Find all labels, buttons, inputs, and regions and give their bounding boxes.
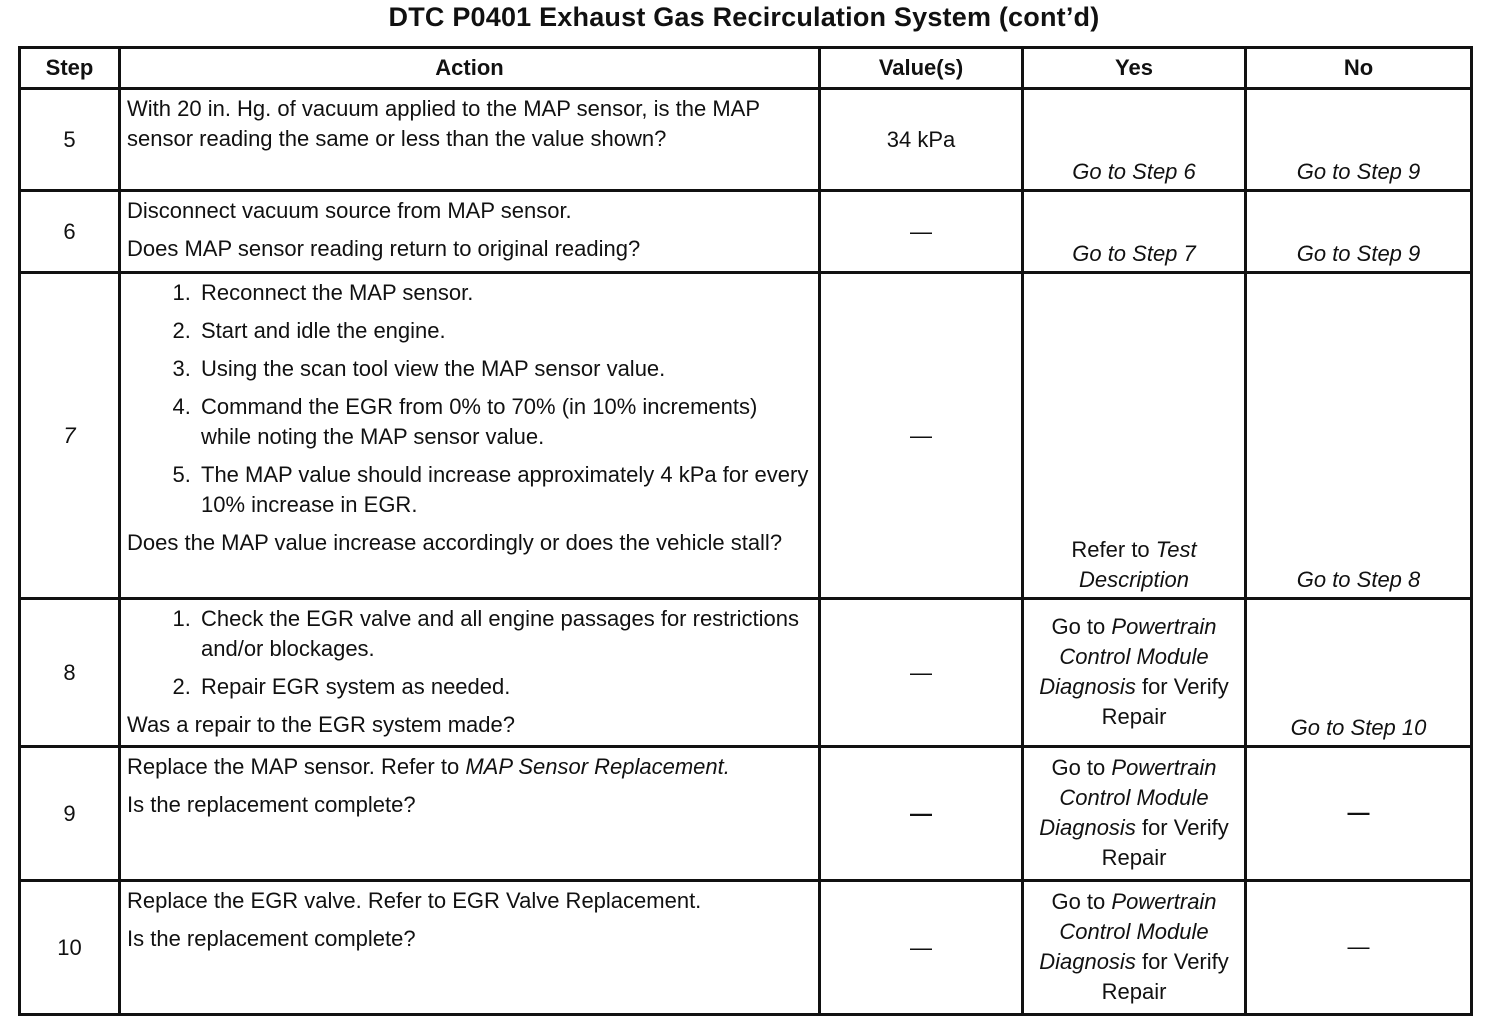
list-item: 1. Reconnect the MAP sensor.: [197, 278, 812, 308]
yes-prefix: Refer to: [1071, 537, 1150, 562]
action-cell: [120, 747, 820, 881]
step-number: 9: [20, 747, 120, 881]
yes-cell: Go to Step 6: [1023, 89, 1246, 191]
list-item: 1. Check the EGR valve and all engine passages for restrictions and/or blockages.: [197, 604, 812, 664]
pcm-diagnosis-link[interactable]: Powertrain Control Module Diagnosis: [1039, 754, 1217, 840]
value-cell: —: [820, 273, 1023, 599]
step-number: 10: [20, 881, 120, 1015]
action-question: Was a repair to the EGR system made?: [127, 712, 515, 737]
action-line: Replace the EGR valve. Refer to EGR Valve Replacement.: [127, 888, 702, 913]
value-cell: —: [820, 599, 1023, 747]
action-prefix: Replace the MAP sensor. Refer to: [127, 754, 460, 779]
action-question: Is the replacement complete?: [127, 792, 416, 817]
action-steps-list: [127, 604, 812, 702]
no-cell: Go to Step 9: [1246, 89, 1472, 191]
value-cell: —: [820, 747, 1023, 881]
list-item: 3. Using the scan tool view the MAP sensor value.: [197, 354, 812, 384]
step-number: 6: [20, 191, 120, 273]
step-number: 8: [20, 599, 120, 747]
list-item: 5. The MAP value should increase approximately 4 kPa for every 10% increase in EGR.: [197, 460, 812, 520]
action-text: With 20 in. Hg. of vacuum applied to the MAP sensor, is the MAP sensor reading the same or less than the value shown?: [127, 96, 760, 151]
yes-prefix: Go to: [1051, 613, 1106, 639]
yes-suffix: for Verify Repair: [1101, 814, 1229, 870]
yes-cell: [1023, 747, 1246, 881]
table-row: [20, 89, 1472, 191]
table-row: [20, 599, 1472, 747]
diagnostic-table: [18, 46, 1473, 1016]
value-cell: —: [820, 881, 1023, 1015]
action-steps-list: [127, 278, 812, 520]
yes-cell: [1023, 599, 1246, 747]
yes-suffix: for Verify Repair: [1101, 673, 1229, 729]
test-description-link[interactable]: Test Description: [1078, 537, 1197, 592]
table-row: [20, 191, 1472, 273]
header-yes: Yes: [1023, 48, 1246, 89]
action-line: [127, 752, 812, 782]
pcm-diagnosis-link[interactable]: Powertrain Control Module Diagnosis: [1039, 613, 1217, 699]
header-values: Value(s): [820, 48, 1023, 89]
list-item: 2. Start and idle the engine.: [197, 316, 812, 346]
table-row: [20, 273, 1472, 599]
yes-cell: [1023, 881, 1246, 1015]
yes-cell: [1023, 273, 1246, 599]
yes-suffix: for Verify Repair: [1101, 948, 1229, 1004]
pcm-diagnosis-link[interactable]: Powertrain Control Module Diagnosis: [1039, 888, 1217, 974]
table-row: [20, 881, 1472, 1015]
action-question: Does MAP sensor reading return to original reading?: [127, 236, 641, 261]
value-cell: 34 kPa: [820, 89, 1023, 191]
action-cell: [120, 881, 820, 1015]
yes-cell: Go to Step 7: [1023, 191, 1246, 273]
table-row: [20, 747, 1472, 881]
step-number: 5: [20, 89, 120, 191]
step-number: 7: [20, 273, 120, 599]
value-cell: —: [820, 191, 1023, 273]
no-cell: —: [1246, 747, 1472, 881]
action-line: Disconnect vacuum source from MAP sensor.: [127, 198, 572, 223]
action-question: Is the replacement complete?: [127, 926, 416, 951]
no-cell: Go to Step 8: [1246, 273, 1472, 599]
list-item: 4. Command the EGR from 0% to 70% (in 10% increments) while noting the MAP sensor value.: [197, 392, 812, 452]
yes-prefix: Go to: [1051, 888, 1106, 914]
action-cell: [120, 599, 820, 747]
no-cell: —: [1246, 881, 1472, 1015]
action-cell: [120, 273, 820, 599]
list-item: 2. Repair EGR system as needed.: [197, 672, 812, 702]
page-title: DTC P0401 Exhaust Gas Recirculation System (cont’d): [388, 2, 1100, 32]
table-header-row: [20, 48, 1472, 89]
yes-prefix: Go to: [1051, 754, 1106, 780]
header-no: No: [1246, 48, 1472, 89]
no-cell: Go to Step 9: [1246, 191, 1472, 273]
header-step: Step: [20, 48, 120, 89]
action-cell: [120, 191, 820, 273]
no-cell: Go to Step 10: [1246, 599, 1472, 747]
action-question: Does the MAP value increase accordingly or does the vehicle stall?: [127, 530, 783, 555]
header-action: Action: [120, 48, 820, 89]
map-sensor-replacement-link[interactable]: MAP Sensor Replacement.: [465, 754, 730, 779]
action-cell: [120, 89, 820, 191]
